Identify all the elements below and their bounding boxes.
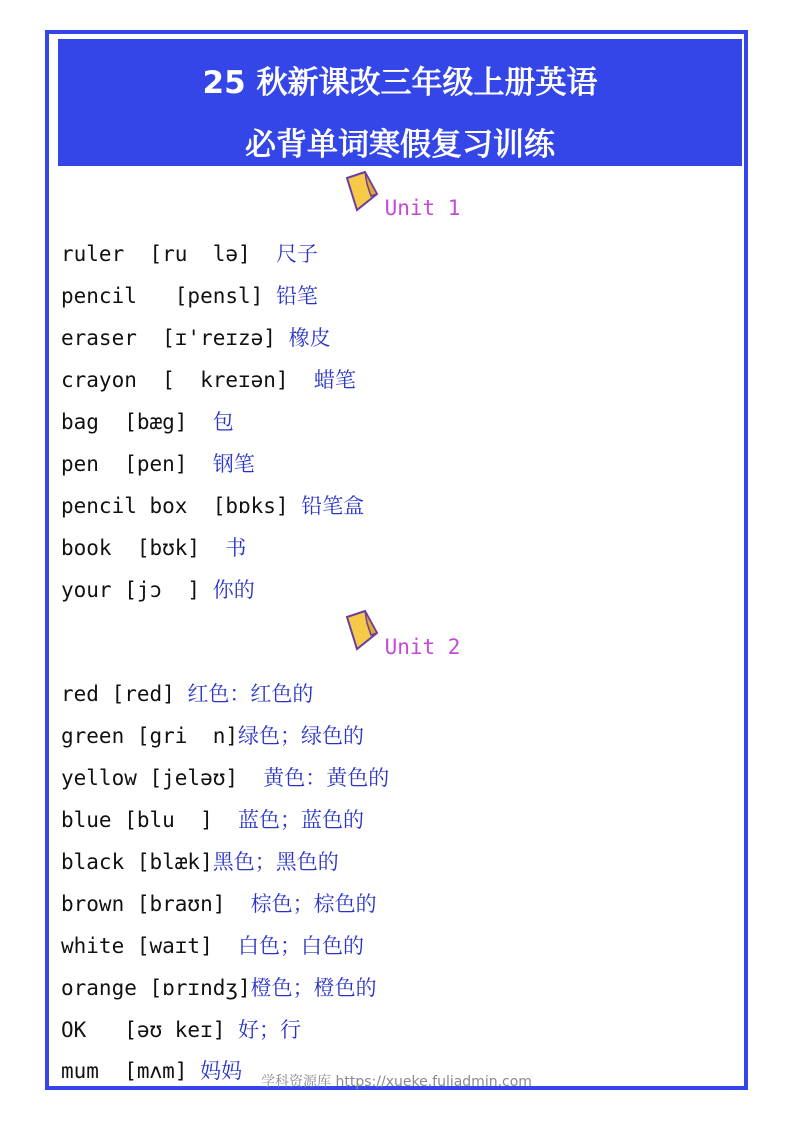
note-icon xyxy=(343,170,383,214)
word-yellow: yellow [jeləʊ] 黄色：黄色的 xyxy=(61,766,390,790)
word-ruler: ruler [ru lə] 尺子 xyxy=(61,242,318,266)
unit-1-heading xyxy=(49,196,744,220)
word-eraser: eraser [ɪ'reɪzə] 橡皮 xyxy=(61,326,331,350)
title-line-1: 25 秋新课改三年级上册英语 xyxy=(202,65,598,101)
word-book: book [bʊk] 书 xyxy=(61,536,247,560)
page-frame xyxy=(45,30,748,1090)
unit-2-heading xyxy=(49,635,744,659)
word-black: black [blæk]黑色；黑色的 xyxy=(61,850,339,874)
word-your: your [jɔ ] 你的 xyxy=(61,578,255,602)
word-ok: OK [əʊ keɪ] 好；行 xyxy=(61,1018,302,1042)
unit-2-label: Unit 2 xyxy=(384,635,461,659)
title-line-2: 必背单词寒假复习训练 xyxy=(245,127,555,163)
watermark: 学科资源库 https://xueke.fuliadmin.com xyxy=(261,1074,532,1090)
word-crayon: crayon [ kreɪən] 蜡笔 xyxy=(61,368,356,392)
word-red: red [red] 红色：红色的 xyxy=(61,682,314,706)
word-blue: blue [blu ] 蓝色；蓝色的 xyxy=(61,808,365,832)
word-bag: bag [bæg] 包 xyxy=(61,410,234,434)
word-pencil: pencil [pensl] 铅笔 xyxy=(61,284,318,308)
word-brown: brown [braʊn] 棕色；棕色的 xyxy=(61,892,377,916)
title-banner xyxy=(58,39,742,166)
word-orange: orange [ɒrɪndʒ]橙色；橙色的 xyxy=(61,976,377,1000)
word-mum: mum [mʌm] 妈妈 xyxy=(61,1059,243,1083)
note-icon xyxy=(343,609,383,653)
word-white: white [waɪt] 白色；白色的 xyxy=(61,934,365,958)
unit-1-label: Unit 1 xyxy=(384,196,461,220)
word-green: green [gri n]绿色；绿色的 xyxy=(61,724,365,748)
word-pencil-box: pencil box [bɒks] 铅笔盒 xyxy=(61,494,365,518)
word-pen: pen [pen] 钢笔 xyxy=(61,452,255,476)
